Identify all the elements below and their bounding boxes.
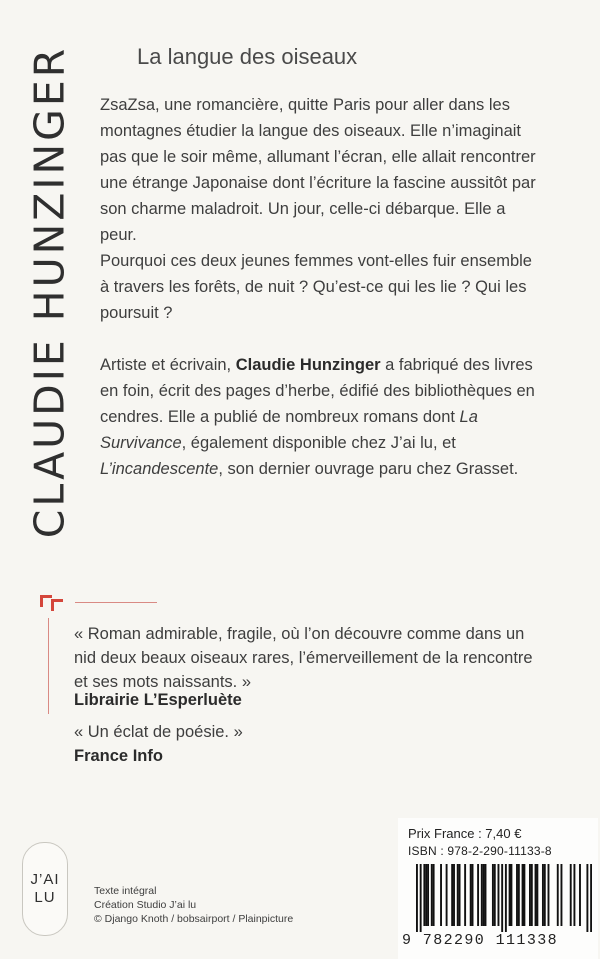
- book-title: La langue des oiseaux: [137, 44, 358, 69]
- barcode-bar: [536, 864, 538, 926]
- press-quote-2-source: France Info: [74, 747, 163, 765]
- divider-line: [75, 602, 157, 603]
- isbn-label: ISBN : 978-2-290-11133-8: [408, 844, 552, 858]
- quote-rule: [48, 618, 49, 714]
- bio-mid: a fabriqué des livres en foin, écrit des pages d’herbe, édifié des bibliothèques en cendres. Elle a publié de nombreux romans dont: [100, 356, 535, 426]
- bio-book-1: La Survivance: [100, 408, 478, 452]
- barcode-bar: [557, 864, 559, 926]
- barcode-bar: [548, 864, 550, 926]
- barcode: [416, 864, 592, 932]
- barcode-bar: [590, 864, 592, 932]
- barcode-bar: [423, 864, 425, 926]
- barcode-bar: [573, 864, 575, 926]
- barcode-bar: [464, 864, 466, 926]
- logo-line-1: J’AI: [30, 871, 60, 888]
- barcode-bar: [431, 864, 433, 926]
- bio-book-2: L’incandescente: [100, 460, 219, 478]
- barcode-bar: [542, 864, 544, 926]
- barcode-bar: [427, 864, 429, 926]
- credit-line-1: Texte intégral: [94, 885, 157, 897]
- barcode-bar: [477, 864, 479, 926]
- bio-tail: , son dernier ouvrage paru chez Grasset.: [218, 460, 519, 478]
- author-name: CLAUDIE HUNZINGER: [25, 45, 73, 539]
- barcode-bar: [516, 864, 518, 926]
- barcode-bar: [509, 864, 511, 926]
- barcode-bar: [522, 864, 524, 926]
- credit-line-2: Création Studio J’ai lu: [94, 899, 197, 911]
- barcode-bar: [470, 864, 472, 926]
- barcode-bar: [494, 864, 496, 926]
- barcode-bar: [459, 864, 461, 926]
- barcode-bar: [498, 864, 500, 926]
- barcode-bar: [453, 864, 455, 926]
- barcode-bar: [505, 864, 507, 932]
- barcode-bar: [570, 864, 572, 926]
- press-quote-1: « Roman admirable, fragile, où l’on découvre comme dans un nid deux beaux oiseaux rares, l’émerveillement de la rencontre et ses mots naissants. »: [74, 625, 533, 691]
- barcode-bar: [586, 864, 588, 932]
- barcode-panel: [398, 818, 598, 959]
- barcode-bar: [510, 864, 512, 926]
- barcode-bar: [481, 864, 483, 926]
- quote-marks-icon: [40, 595, 70, 615]
- barcode-bar: [485, 864, 487, 926]
- barcode-bar: [492, 864, 494, 926]
- credit-line-3: © Django Knoth / bobsairport / Plainpicture: [94, 913, 294, 925]
- bio-author-name: Claudie Hunzinger: [235, 356, 381, 374]
- barcode-bar: [446, 864, 448, 926]
- author-vertical-title: [22, 42, 76, 542]
- barcode-bar: [544, 864, 546, 926]
- barcode-bar: [420, 864, 422, 932]
- barcode-digits: 9 782290 111338: [402, 932, 559, 949]
- bio-mid-2: , également disponible chez J’ai lu, et: [181, 434, 456, 452]
- barcode-bar: [518, 864, 520, 926]
- credits: [94, 884, 293, 926]
- publisher-logo: [22, 842, 68, 936]
- barcode-bar: [472, 864, 474, 926]
- barcode-bar: [425, 864, 427, 926]
- logo-line-2: LU: [34, 889, 56, 906]
- barcode-bar: [501, 864, 503, 932]
- barcode-bar: [535, 864, 537, 926]
- barcode-bar: [579, 864, 581, 926]
- barcode-bar: [457, 864, 459, 926]
- price-label: Prix France : 7,40 €: [408, 826, 522, 841]
- barcode-bar: [416, 864, 418, 932]
- press-quote-2: « Un éclat de poésie. »: [74, 723, 243, 741]
- barcode-bar: [440, 864, 442, 926]
- synopsis-paragraph-2: Pourquoi ces deux jeunes femmes vont-elles fuir ensemble à travers les forêts, de nuit ? Qu’est-ce qui les lie ? Qui les poursuit ?: [100, 252, 532, 322]
- author-bio: [100, 352, 545, 482]
- bio-lead: Artiste et écrivain,: [100, 356, 236, 374]
- press-quote-1-source: Librairie L’Esperluète: [74, 691, 242, 709]
- barcode-bar: [523, 864, 525, 926]
- barcode-bar: [529, 864, 531, 926]
- barcode-bar: [451, 864, 453, 926]
- barcode-bar: [433, 864, 435, 926]
- barcode-bar: [531, 864, 533, 926]
- barcode-bar: [561, 864, 563, 926]
- synopsis-paragraph-1: ZsaZsa, une romancière, quitte Paris pour aller dans les montagnes étudier la langue des oiseaux. Elle n’imaginait pas que le soir même, allumant l’écran, elle allait rencontrer une étrange Japonaise dont l’écriture la fascine aussitôt par son charme maladroit. Un jour, celle-ci débarque. Elle a peur.: [100, 96, 536, 244]
- barcode-bar: [483, 864, 485, 926]
